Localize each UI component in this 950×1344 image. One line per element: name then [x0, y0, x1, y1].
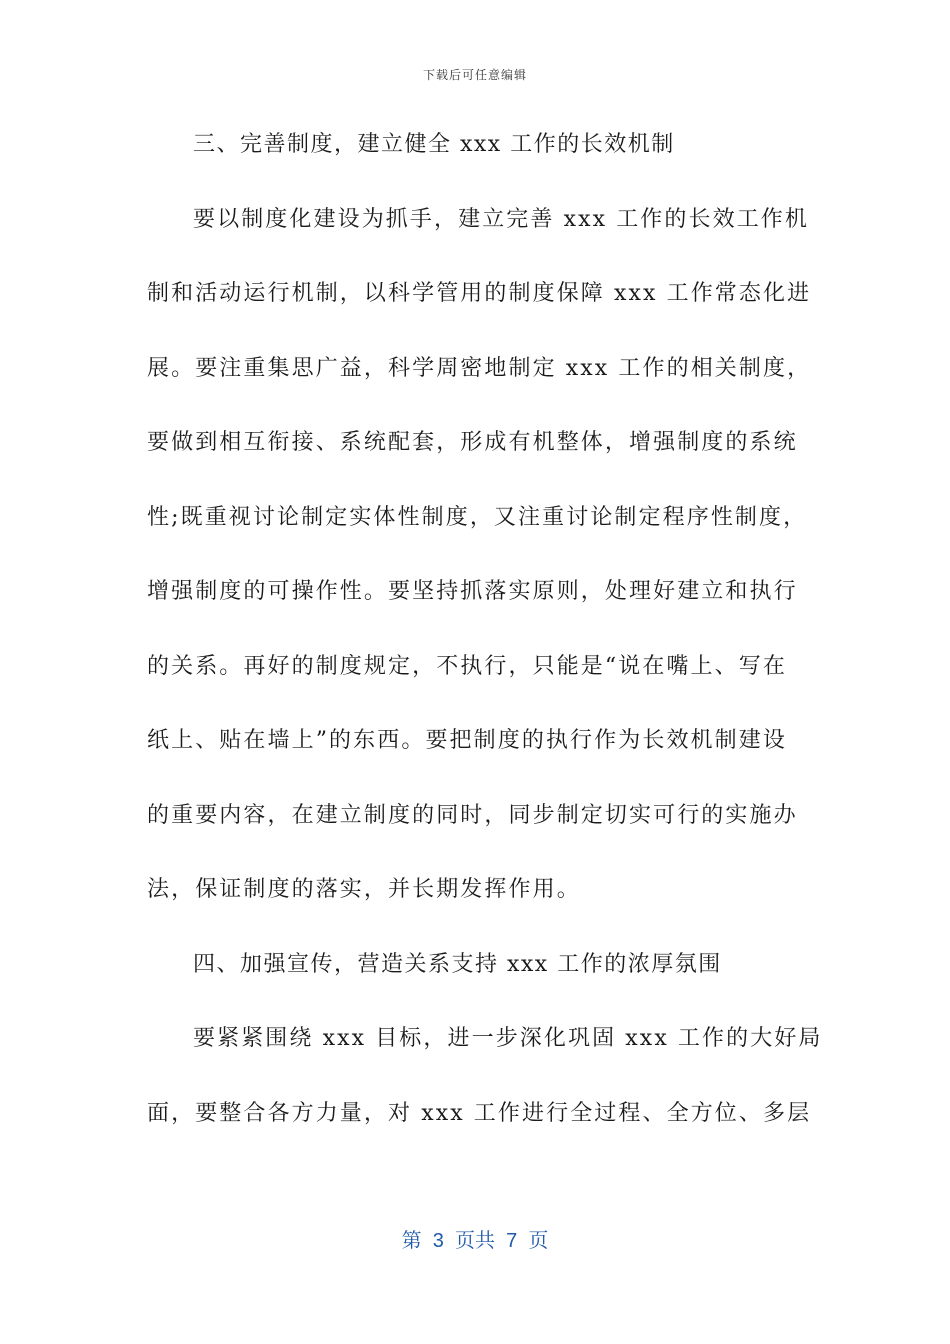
paragraph-line: 要做到相互衔接、系统配套，形成有机整体，增强制度的系统: [147, 430, 798, 455]
section-heading-4: 四、加强宣传，营造关系支持 xxx 工作的浓厚氛围: [193, 951, 722, 977]
paragraph-line: 的重要内容，在建立制度的同时，同步制定切实可行的实施办: [147, 802, 798, 828]
paragraph-line: 法，保证制度的落实，并长期发挥作用。: [147, 877, 581, 902]
section-heading-3: 三、完善制度，建立健全 xxx 工作的长效机制: [193, 132, 675, 157]
paragraph-line: 要以制度化建设为抓手，建立完善 xxx 工作的长效工作机: [193, 206, 810, 232]
paragraph-line: 制和活动运行机制，以科学管用的制度保障 xxx 工作常态化进: [147, 281, 812, 306]
paragraph-line: 性;既重视讨论制定实体性制度，又注重讨论制定程序性制度，: [147, 504, 808, 530]
paragraph-line: 要紧紧围绕 xxx 目标，进一步深化巩固 xxx 工作的大好局: [193, 1026, 823, 1051]
paragraph-line: 面，要整合各方力量，对 xxx 工作进行全过程、全方位、多层: [147, 1100, 812, 1126]
document-body: [147, 122, 823, 1165]
page-number: 第 3 页共 7 页: [401, 1230, 549, 1252]
header-note: 下载后可任意编辑: [422, 68, 527, 82]
paragraph-line: 纸上、贴在墙上”的东西。要把制度的执行作为长效机制建设: [147, 728, 787, 753]
paragraph-line: 展。要注重集思广益，科学周密地制定 xxx 工作的相关制度，: [147, 355, 812, 381]
paragraph-line: 增强制度的可操作性。要坚持抓落实原则，处理好建立和执行: [147, 579, 798, 604]
paragraph-line: 的关系。再好的制度规定，不执行，只能是“说在嘴上、写在: [147, 653, 787, 679]
